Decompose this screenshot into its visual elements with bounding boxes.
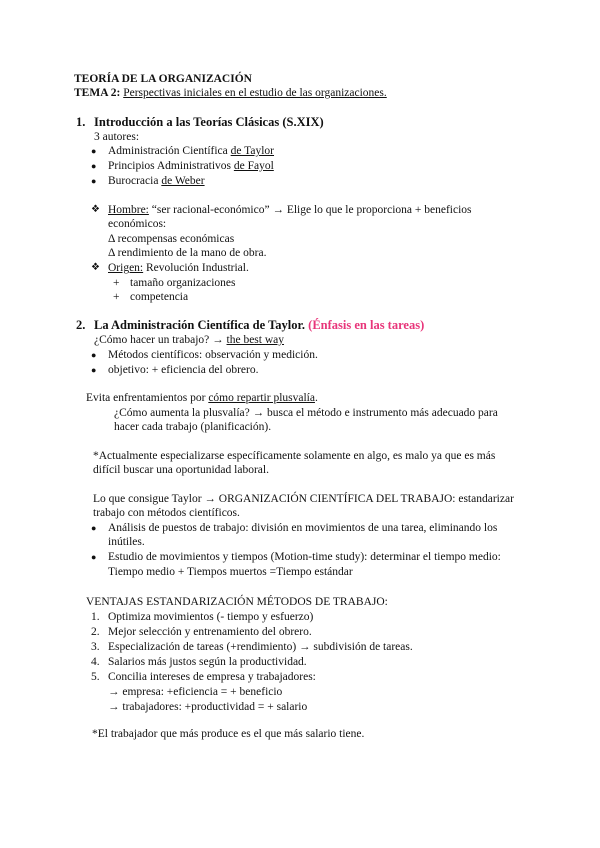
- consigue-line: trabajo con métodos científicos.: [93, 507, 240, 519]
- section-1-number: 1.: [76, 115, 86, 129]
- diamond-bullet-icon: ❖: [91, 262, 100, 273]
- bullet-icon: ●: [91, 365, 97, 375]
- list-number: 2.: [91, 626, 100, 638]
- section-2-heading: [94, 318, 424, 332]
- evita-line: Evita enfrentamientos por cómo repartir plusvalía.: [86, 392, 318, 404]
- plus-icon: +: [113, 291, 120, 303]
- list-number: 5.: [91, 671, 100, 683]
- section-2-title: La Administración Científica de Taylor.: [94, 318, 306, 332]
- consigue-line: Lo que consigue Taylor → ORGANIZACIÓN CIENTÍFICA DEL TRABAJO: estandarizar: [93, 493, 514, 505]
- tema-label: TEMA 2:: [74, 87, 121, 99]
- list-number: 1.: [91, 611, 100, 623]
- bullet-icon: ●: [91, 350, 97, 360]
- ventaja-item: Especialización de tareas (+rendimiento) → subdivisión de tareas.: [108, 641, 413, 653]
- ventajas-title: VENTAJAS ESTANDARIZACIÓN MÉTODOS DE TRABAJO:: [86, 596, 388, 608]
- list-number: 4.: [91, 656, 100, 668]
- author-item: Burocracia de Weber: [108, 175, 205, 187]
- hombre-cont: económicos:: [108, 218, 167, 230]
- plus-item: competencia: [130, 291, 189, 303]
- origen-line: Origen: Revolución Industrial.: [108, 262, 249, 274]
- section-2-number: 2.: [76, 318, 86, 332]
- estudio-item: Estudio de movimientos y tiempos (Motion-time study): determinar el tiempo medio:: [108, 551, 501, 563]
- hombre-line: Hombre: “ser racional-económico” → Elige lo que le proporciona + beneficios: [108, 204, 472, 216]
- list-number: 3.: [91, 641, 100, 653]
- ventaja-item: Optimiza movimientos (- tiempo y esfuerzo): [108, 611, 314, 623]
- analisis-item: Análisis de puestos de trabajo: división en movimientos de una tarea, eliminando los: [108, 522, 498, 534]
- bullet-item: Métodos científicos: observación y medición.: [108, 349, 318, 361]
- document-title: TEORÍA DE LA ORGANIZACIÓN: [74, 73, 252, 85]
- arrow-item: → empresa: +eficiencia = + beneficio: [108, 686, 283, 698]
- plus-icon: +: [113, 277, 120, 289]
- tema-text: Perspectivas iniciales en el estudio de las organizaciones.: [123, 87, 387, 99]
- section-2-emphasis: (Énfasis en las tareas): [308, 318, 425, 332]
- note-1: *Actualmente especializarse específicamente solamente en algo, es malo ya que es más: [93, 450, 496, 462]
- author-item: Principios Administrativos de Fayol: [108, 160, 274, 172]
- note-1: difícil buscar una oportunidad laboral.: [93, 464, 269, 476]
- q2-line: hacer cada trabajo (planificación).: [114, 421, 272, 433]
- ventaja-item: Concilia intereses de empresa y trabajadores:: [108, 671, 316, 683]
- analisis-item: inútiles.: [108, 536, 145, 548]
- delta-item: Δ rendimiento de la mano de obra.: [108, 247, 267, 259]
- note-2: *El trabajador que más produce es el que más salario tiene.: [92, 728, 365, 740]
- plus-item: tamaño organizaciones: [130, 277, 236, 289]
- bullet-icon: ●: [91, 146, 97, 156]
- arrow-item: → trabajadores: +productividad = + salario: [108, 701, 308, 713]
- bullet-icon: ●: [91, 161, 97, 171]
- ventaja-item: Mejor selección y entrenamiento del obrero.: [108, 626, 312, 638]
- bullet-item: objetivo: + eficiencia del obrero.: [108, 364, 259, 376]
- tema-line: [74, 86, 387, 100]
- author-item: Administración Científica de Taylor: [108, 145, 275, 157]
- ventaja-item: Salarios más justos según la productividad.: [108, 656, 307, 668]
- estudio-item: Tiempo medio + Tiempos muertos =Tiempo estándar: [108, 566, 353, 578]
- diamond-bullet-icon: ❖: [91, 204, 100, 215]
- bullet-icon: ●: [91, 523, 97, 533]
- q2-line: ¿Cómo aumenta la plusvalía? → busca el método e instrumento más adecuado para: [114, 407, 498, 419]
- q1-line: ¿Cómo hacer un trabajo? → the best way: [94, 334, 285, 346]
- bullet-icon: ●: [91, 176, 97, 186]
- delta-item: Δ recompensas económicas: [108, 233, 235, 245]
- bullet-icon: ●: [91, 552, 97, 562]
- section-1-title: Introducción a las Teorías Clásicas (S.XIX): [94, 115, 324, 129]
- authors-intro: 3 autores:: [94, 131, 140, 143]
